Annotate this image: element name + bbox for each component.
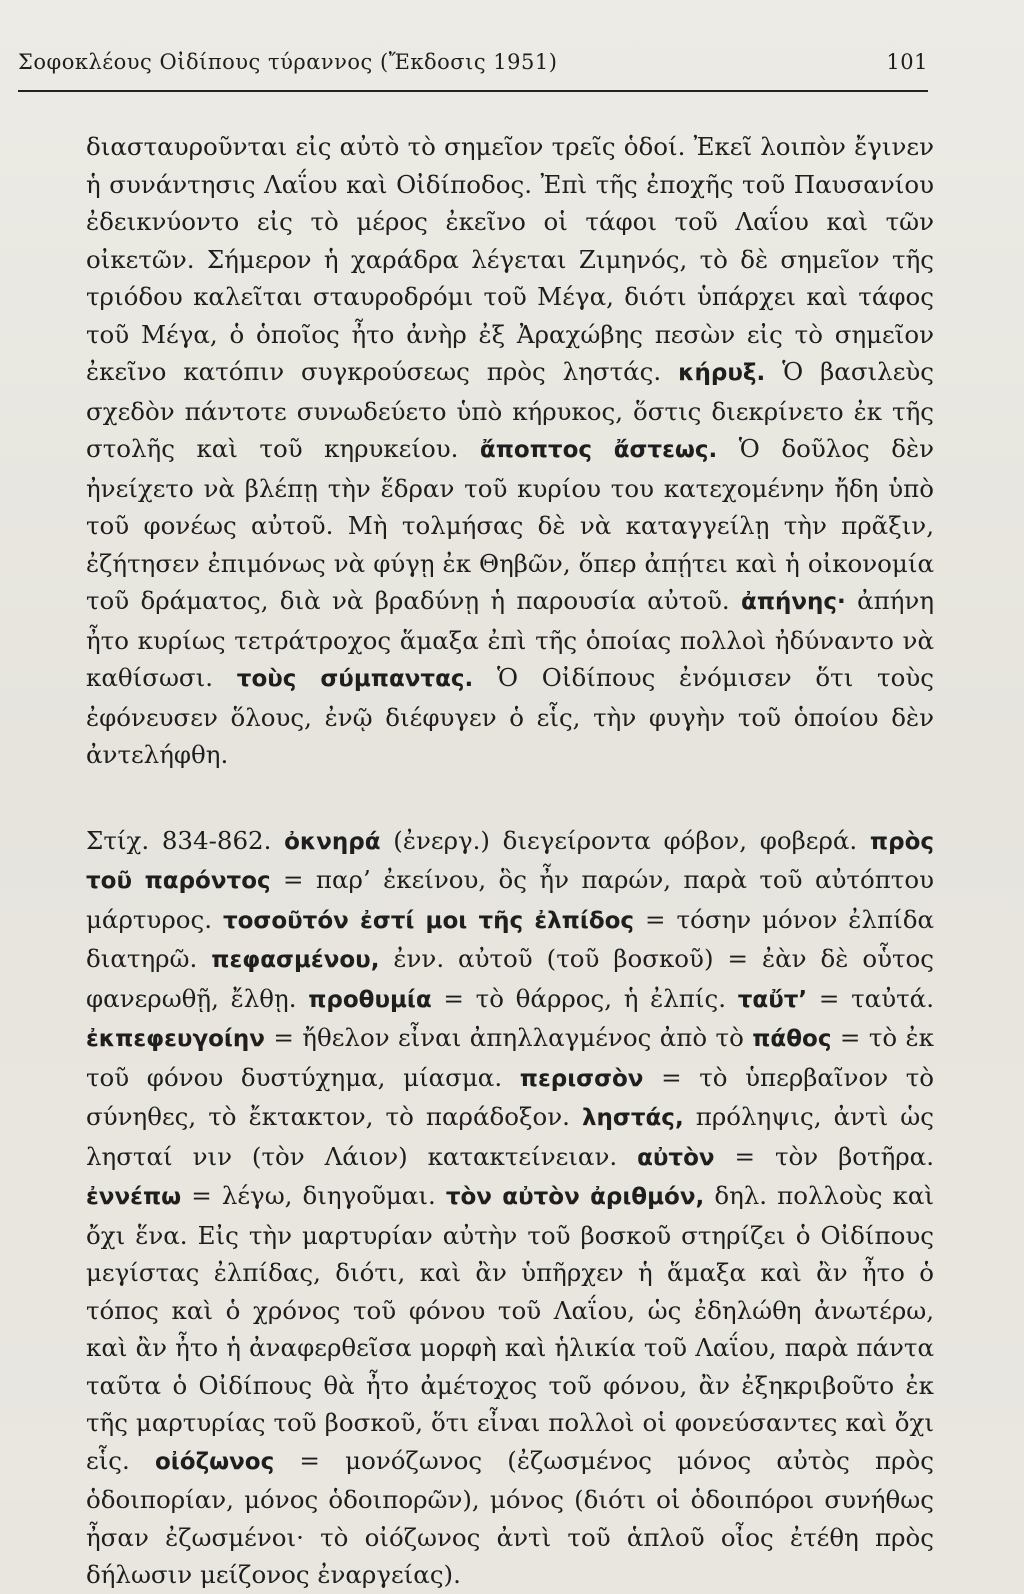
lemma: ὀκνηρά (284, 828, 381, 855)
running-title: Σοφοκλέους Οἰδίπους τύραννος (Ἔκδοσις 1951) (18, 50, 558, 74)
gloss-text: Ὁ Οἰδίπους ἐνόμισεν ὅτι τοὺς ἐφόνευσεν ὅλους, ἐνῷ διέφυγεν ὁ εἷς, τὴν φυγὴν τοῦ ὁποίου δὲν ἀντελήφθη. (86, 663, 934, 769)
lemma: οἰόζωνος (155, 1448, 275, 1475)
header-rule (18, 90, 928, 92)
gloss-text: = μονόζωνος (ἐζωσμένος μόνος αὐτὸς πρὸς ὁδοιπορίαν, μόνος ὁδοιπορῶν), μόνος (διότι οἱ ὁδοιπόροι συνήθως ἦσαν ἐζωσμένοι· τὸ οἰόζωνος ἀντὶ τοῦ ἁπλοῦ οἶος ἐτέθη πρὸς δήλωσιν μείζονος ἐναργείας). (86, 1445, 934, 1589)
lemma: πρὸς τοῦ παρόντος (86, 828, 934, 894)
lemma: ἀπήνης· (741, 589, 846, 615)
gloss-text: = τὸ θάρρος, ἡ ἐλπίς. (431, 983, 738, 1013)
lemma: ἐννέπω (86, 1184, 182, 1210)
gloss-text: = ταὐτά. (807, 983, 935, 1013)
lemma: ἐκπεφευγοίην (86, 1026, 265, 1052)
gloss-text: πρόληψις, ἀντὶ ὡς λησταί νιν (τὸν Λάιον) κατακτείνειαν. (86, 1102, 934, 1171)
gloss-text: = ἤθελον εἶναι ἀπηλλαγμένος ἀπὸ τὸ (264, 1023, 753, 1052)
gloss-text: ἀπήνη ἦτο κυρίως τετράτροχος ἅμαξα ἐπὶ τῆς ὁποίας πολλοὶ ἠδύναντο νὰ καθίσωσι. (86, 586, 935, 692)
commentary-paragraph (86, 822, 934, 1594)
lemma: πεφασμένου, (211, 947, 380, 973)
gloss-text: Ὁ δοῦλος δὲν ἠνείχετο νὰ βλέπῃ τὴν ἕδραν τοῦ κυρίου του κατεχομένην ἤδη ὑπὸ τοῦ φονέως αὐτοῦ. Μὴ τολμήσας δὲ νὰ καταγγείλῃ τὴν πρᾶξιν, ἐζήτησεν ἐπιμόνως νὰ φύγῃ ἐκ Θηβῶν, ὅπερ ἀπῄτει καὶ ἡ οἰκονομία τοῦ δράματος, διὰ νὰ βραδύνῃ ἡ παρουσία αὐτοῦ. (86, 434, 934, 615)
lemma: ταὔτ’ (737, 986, 808, 1013)
lemma: τοὺς σύμπαντας. (236, 666, 474, 692)
gloss-text: = τὸ ὑπερβαῖνον τὸ σύνηθες, τὸ ἔκτακτον, τὸ παράδοξον. (86, 1062, 934, 1131)
gloss-text: ἐνν. αὐτοῦ (τοῦ βοσκοῦ) = ἐὰν δὲ οὗτος φανερωθῇ, ἔλθῃ. (86, 944, 934, 1013)
lemma: προθυμία (308, 986, 432, 1013)
gloss-text: Ὁ βασιλεὺς σχεδὸν πάντοτε συνωδεύετο ὑπὸ κήρυκος, ὅστις διεκρίνετο ἐκ τῆς στολῆς καὶ τοῦ κηρυκείου. (86, 357, 935, 463)
lemma: περισσὸν (519, 1065, 644, 1092)
gloss-text: = λέγω, διηγοῦμαι. (181, 1181, 446, 1210)
lemma: πάθος (752, 1026, 832, 1052)
lemma: τοσοῦτόν ἐστί μοι τῆς ἐλπίδος (222, 907, 635, 934)
running-header (18, 50, 928, 74)
commentary-text (86, 128, 934, 1594)
lemma: ληστάς, (581, 1105, 684, 1131)
gloss-text: δηλ. πολλοὺς καὶ ὄχι ἕνα. Εἰς τὴν μαρτυρίαν αὐτὴν τοῦ βοσκοῦ στηρίζει ὁ Οἰδίπους μεγίστας ἐλπίδας, διότι, καὶ ἂν ὑπῆρχεν ἡ ἅμαξα καὶ ἂν ἦτο ὁ τόπος καὶ ὁ χρόνος τοῦ φόνου τοῦ Λαΐου, ὡς ἐδηλώθη ἀνωτέρω, καὶ ἂν ἦτο ἡ ἀναφερθεῖσα μορφὴ καὶ ἡλικία τοῦ Λαΐου, παρὰ πάντα ταῦτα ὁ Οἰδίπους θὰ ἦτο ἀμέτοχος τοῦ φόνου, ἂν ἐξηκριβοῦτο ἐκ τῆς μαρτυρίας τοῦ βοσκοῦ, ὅτι εἶναι πολλοὶ οἱ φονεύσαντες καὶ ὄχι εἷς. (86, 1181, 934, 1475)
lemma: αὐτὸν (637, 1144, 715, 1171)
lemma: κήρυξ. (678, 360, 766, 386)
gloss-text: = τὸ ἐκ τοῦ φόνου δυστύχημα, μίασμα. (86, 1023, 934, 1092)
gloss-text: = τόσην μόνον ἐλπίδα διατηρῶ. (86, 904, 934, 973)
page-number: 101 (886, 50, 928, 74)
gloss-text: Στίχ. 834-862. (86, 825, 285, 855)
commentary-paragraph (86, 128, 934, 774)
lemma: ἄποπτος ἄστεως. (479, 437, 718, 463)
gloss-text: = παρ’ ἐκείνου, ὃς ἦν παρών, παρὰ τοῦ αὐτόπτου μάρτυρος. (86, 865, 934, 934)
gloss-text: διασταυροῦνται εἰς αὐτὸ τὸ σημεῖον τρεῖς ὁδοί. Ἐκεῖ λοιπὸν ἔγινεν ἡ συνάντησις Λαΐου καὶ Οἰδίποδος. Ἐπὶ τῆς ἐποχῆς τοῦ Παυσανίου ἐδεικνύοντο εἰς τὸ μέρος ἐκεῖνο οἱ τάφοι τοῦ Λαΐου καὶ τῶν οἰκετῶν. Σήμερον ἡ χαράδρα λέγεται Ζιμηνός, τὸ δὲ σημεῖον τῆς τριόδου καλεῖται σταυροδρόμι τοῦ Μέγα, διότι ὑπάρχει καὶ τάφος τοῦ Μέγα, ὁ ὁποῖος ἦτο ἀνὴρ ἐξ Ἀραχώβης πεσὼν εἰς τὸ σημεῖον ἐκεῖνο κατόπιν συγκρούσεως πρὸς ληστάς. (86, 132, 934, 386)
lemma: τὸν αὐτὸν ἀριθμόν, (445, 1184, 705, 1210)
gloss-text: (ἐνεργ.) διεγείροντα φόβον, φοβερά. (380, 825, 870, 855)
gloss-text: = τὸν βοτῆρα. (714, 1141, 934, 1171)
